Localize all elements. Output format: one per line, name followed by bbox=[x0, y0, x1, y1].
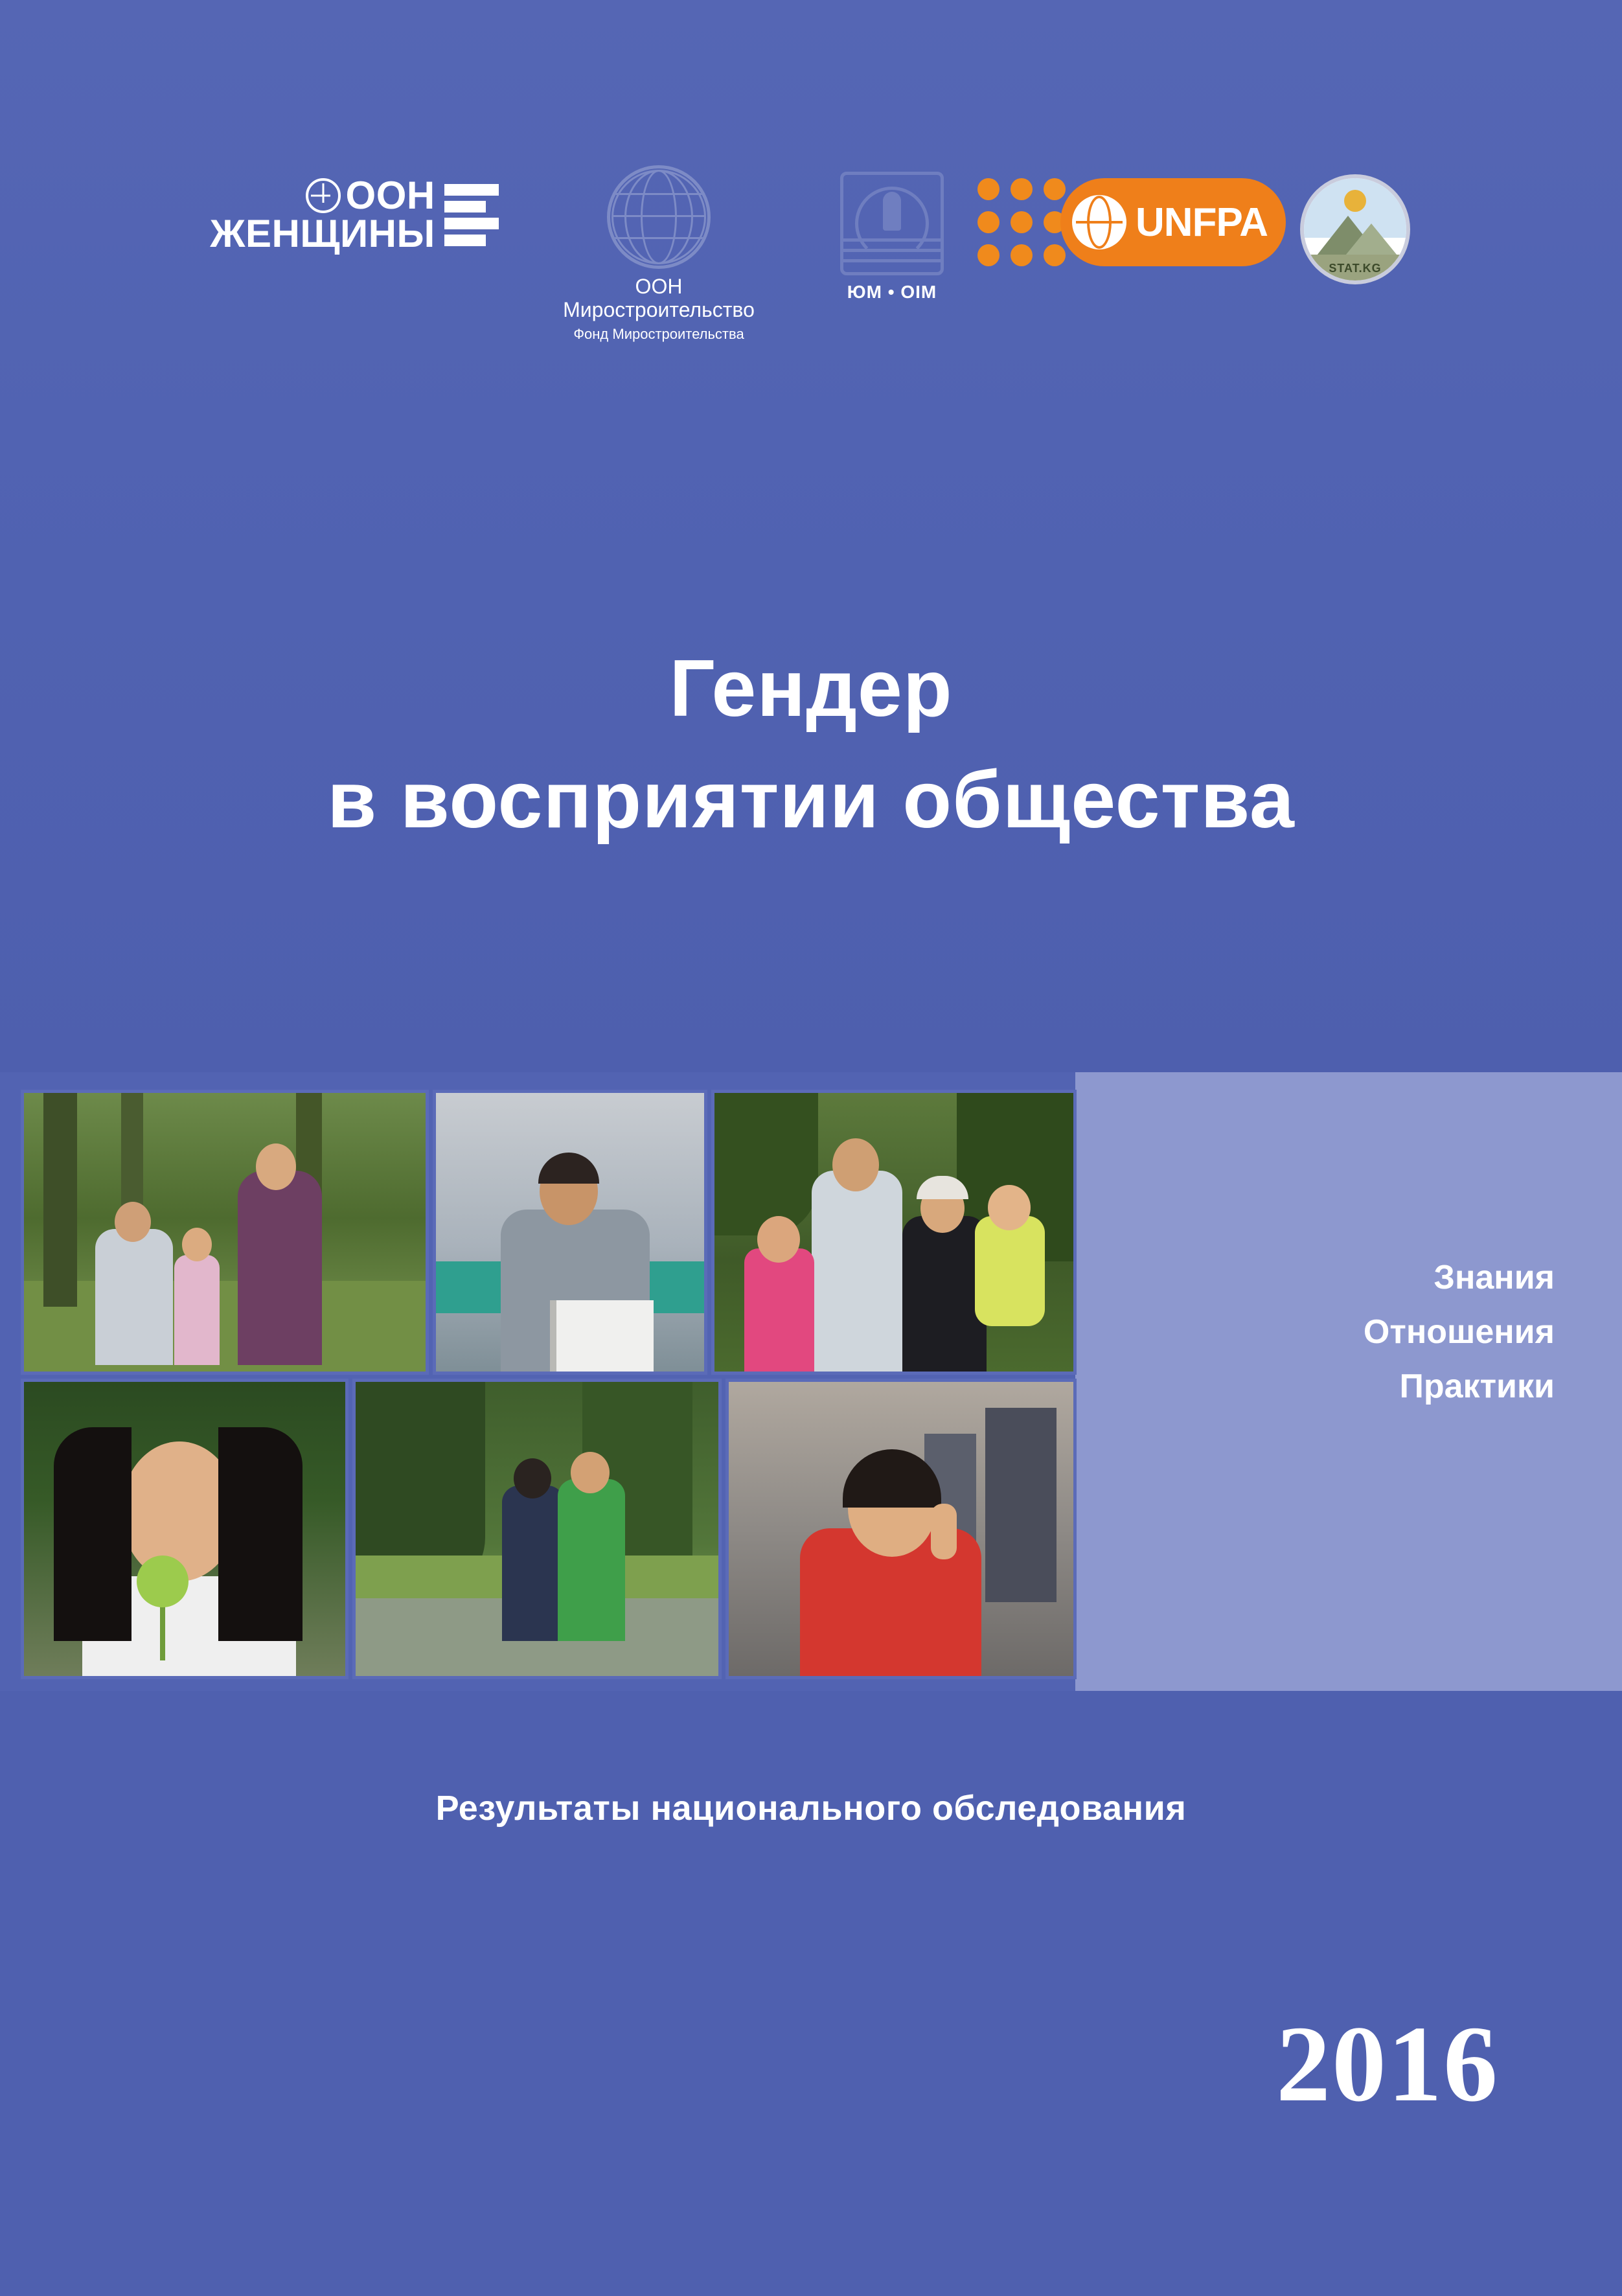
stat-kg-emblem-icon bbox=[1300, 174, 1410, 284]
kap-label-list bbox=[1101, 1250, 1555, 1414]
photo-collage bbox=[21, 1090, 1070, 1673]
kap-label-knowledge: Знания bbox=[1434, 1259, 1555, 1296]
page-subtitle: Результаты национального обследования bbox=[435, 1789, 1187, 1828]
background-band-bottom bbox=[0, 1691, 1622, 2296]
photo-couple-hugging bbox=[352, 1379, 722, 1679]
globe-icon bbox=[607, 165, 711, 269]
peacebuilding-line1: ООН bbox=[635, 275, 683, 298]
un-women-logo bbox=[186, 165, 523, 253]
iom-label: ЮМ • OIM bbox=[847, 282, 937, 302]
un-women-line1: ООН bbox=[345, 174, 435, 217]
peacebuilding-line2: Миростроительство bbox=[563, 297, 755, 321]
unfpa-label: UNFPA bbox=[1136, 200, 1268, 245]
un-peacebuilding-logo bbox=[523, 165, 795, 343]
unfpa-dots-icon bbox=[977, 178, 1066, 266]
stat-kg-logo bbox=[1274, 165, 1436, 284]
unfpa-logo bbox=[989, 165, 1274, 266]
photo-family-with-children bbox=[711, 1090, 1077, 1375]
title-line-2: в восприятии общества bbox=[327, 755, 1295, 845]
background-band-top bbox=[0, 0, 1622, 1072]
un-emblem-icon bbox=[306, 178, 341, 213]
title-line-1: Гендер bbox=[669, 644, 953, 733]
unfpa-globe-icon bbox=[1072, 195, 1126, 249]
kap-label-practices: Практики bbox=[1399, 1368, 1555, 1406]
publication-year: 2016 bbox=[1276, 2004, 1499, 2124]
logo-strip bbox=[0, 165, 1622, 342]
kap-label-attitudes: Отношения bbox=[1363, 1313, 1555, 1351]
peacebuilding-line3: Фонд Миростроительства bbox=[573, 325, 744, 342]
photo-family-in-park bbox=[21, 1090, 429, 1375]
iom-logo bbox=[795, 165, 989, 303]
photo-young-woman-with-flower bbox=[21, 1379, 348, 1679]
stat-kg-label: STAT.KG bbox=[1329, 262, 1382, 275]
iom-mark-icon bbox=[840, 172, 944, 275]
page-title bbox=[0, 641, 1622, 848]
photo-male-student bbox=[433, 1090, 707, 1375]
photo-girl-victory-sign bbox=[725, 1379, 1077, 1679]
un-women-line2: ЖЕНЩИНЫ bbox=[210, 211, 435, 255]
un-women-bars-icon bbox=[444, 184, 499, 246]
